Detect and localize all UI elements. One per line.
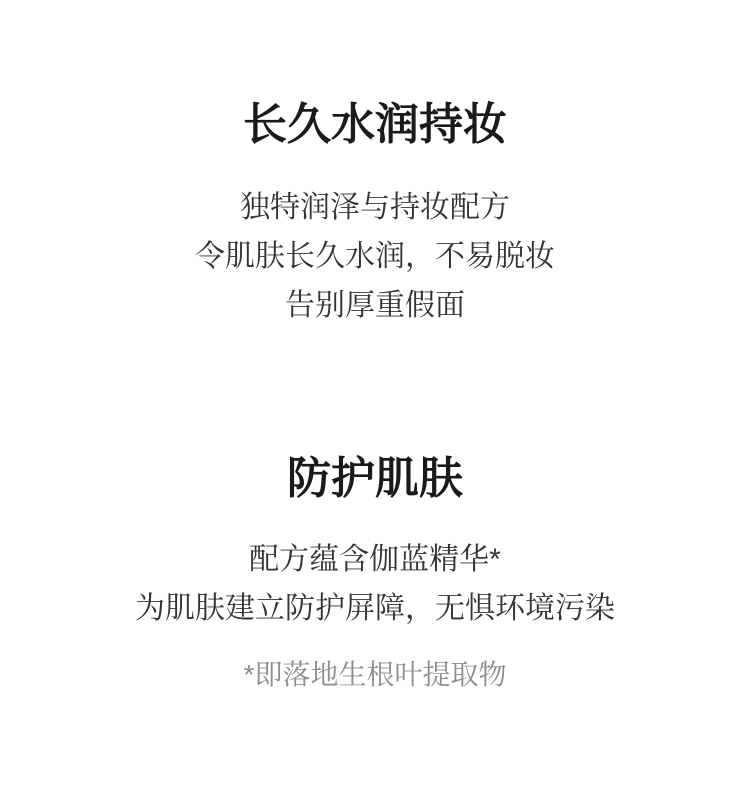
feature-line: 令肌肤长久水润，不易脱妆 bbox=[195, 240, 555, 273]
section-title-hydration: 长久水润持妆 bbox=[243, 100, 507, 149]
feature-line: 告别厚重假面 bbox=[285, 289, 465, 322]
feature-section-protection bbox=[0, 330, 750, 695]
ingredient-footnote: *即落地生根叶提取物 bbox=[243, 659, 507, 690]
section-title-protection: 防护肌肤 bbox=[287, 454, 463, 503]
feature-line: 为肌肤建立防护屏障，无惧环境污染 bbox=[135, 592, 615, 625]
feature-line: 独特润泽与持妆配方 bbox=[240, 191, 510, 224]
feature-section-hydration bbox=[0, 0, 750, 330]
feature-line: 配方蕴含伽蓝精华* bbox=[249, 543, 501, 576]
